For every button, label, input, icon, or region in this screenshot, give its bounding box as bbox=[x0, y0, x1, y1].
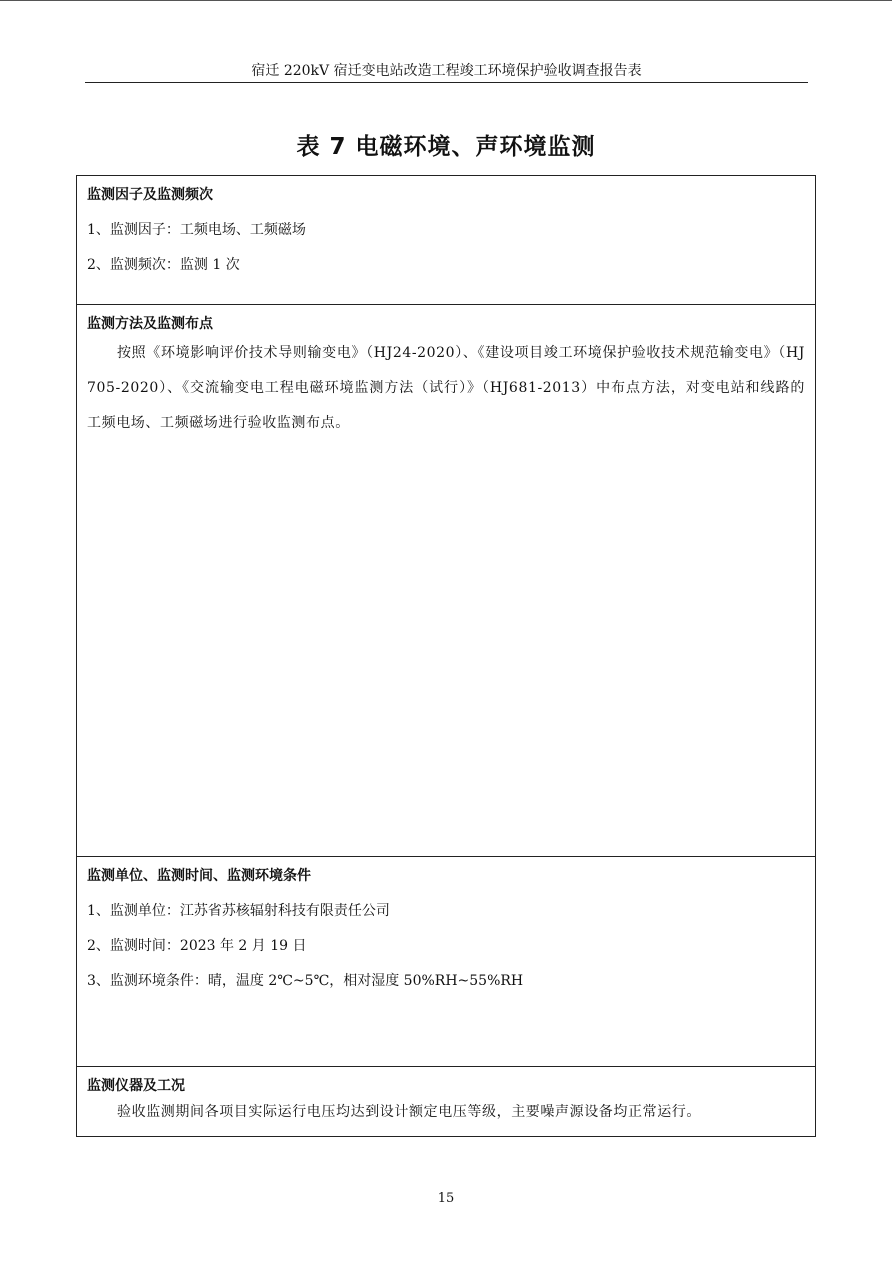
section-monitoring-factors bbox=[77, 176, 815, 305]
section-heading: 监测因子及监测频次 bbox=[87, 187, 213, 203]
paragraph: 按照《环境影响评价技术导则输变电》（HJ24-2020）、《建设项目竣工环境保护验收技术规范输变电》（HJ705-2020）、《交流输变电工程电磁环境监测方法（试行）》（HJ681-2013）中布点方法，对变电站和线路的工频电场、工频磁场进行验收监测布点。 bbox=[87, 345, 805, 431]
page-title: 表 7 电磁环境、声环境监测 bbox=[296, 134, 596, 160]
section-heading: 监测方法及监测布点 bbox=[87, 316, 213, 332]
page-number: 15 bbox=[437, 1191, 455, 1206]
running-header: 宿迁 220kV 宿迁变电站改造工程竣工环境保护验收调查报告表 bbox=[251, 63, 642, 79]
paragraph: 验收监测期间各项目实际运行电压均达到设计额定电压等级，主要噪声源设备均正常运行。 bbox=[117, 1104, 701, 1120]
text-line: 1、监测因子：工频电场、工频磁场 bbox=[87, 222, 306, 238]
text-line: 2、监测时间：2023 年 2 月 19 日 bbox=[87, 938, 307, 954]
section-monitoring-methods bbox=[77, 305, 815, 857]
section-monitoring-unit-time-conditions bbox=[77, 857, 815, 1067]
section-heading: 监测仪器及工况 bbox=[87, 1078, 185, 1094]
monitoring-table bbox=[76, 175, 816, 1137]
header-rule bbox=[85, 82, 808, 83]
text-line: 2、监测频次：监测 1 次 bbox=[87, 257, 240, 273]
page-top-border bbox=[0, 0, 892, 1]
text-line: 3、监测环境条件：晴，温度 2℃~5℃，相对湿度 50%RH~55%RH bbox=[87, 973, 524, 989]
section-instruments-conditions bbox=[77, 1067, 815, 1136]
text-line: 1、监测单位：江苏省苏核辐射科技有限责任公司 bbox=[87, 903, 390, 919]
section-heading: 监测单位、监测时间、监测环境条件 bbox=[87, 868, 311, 884]
